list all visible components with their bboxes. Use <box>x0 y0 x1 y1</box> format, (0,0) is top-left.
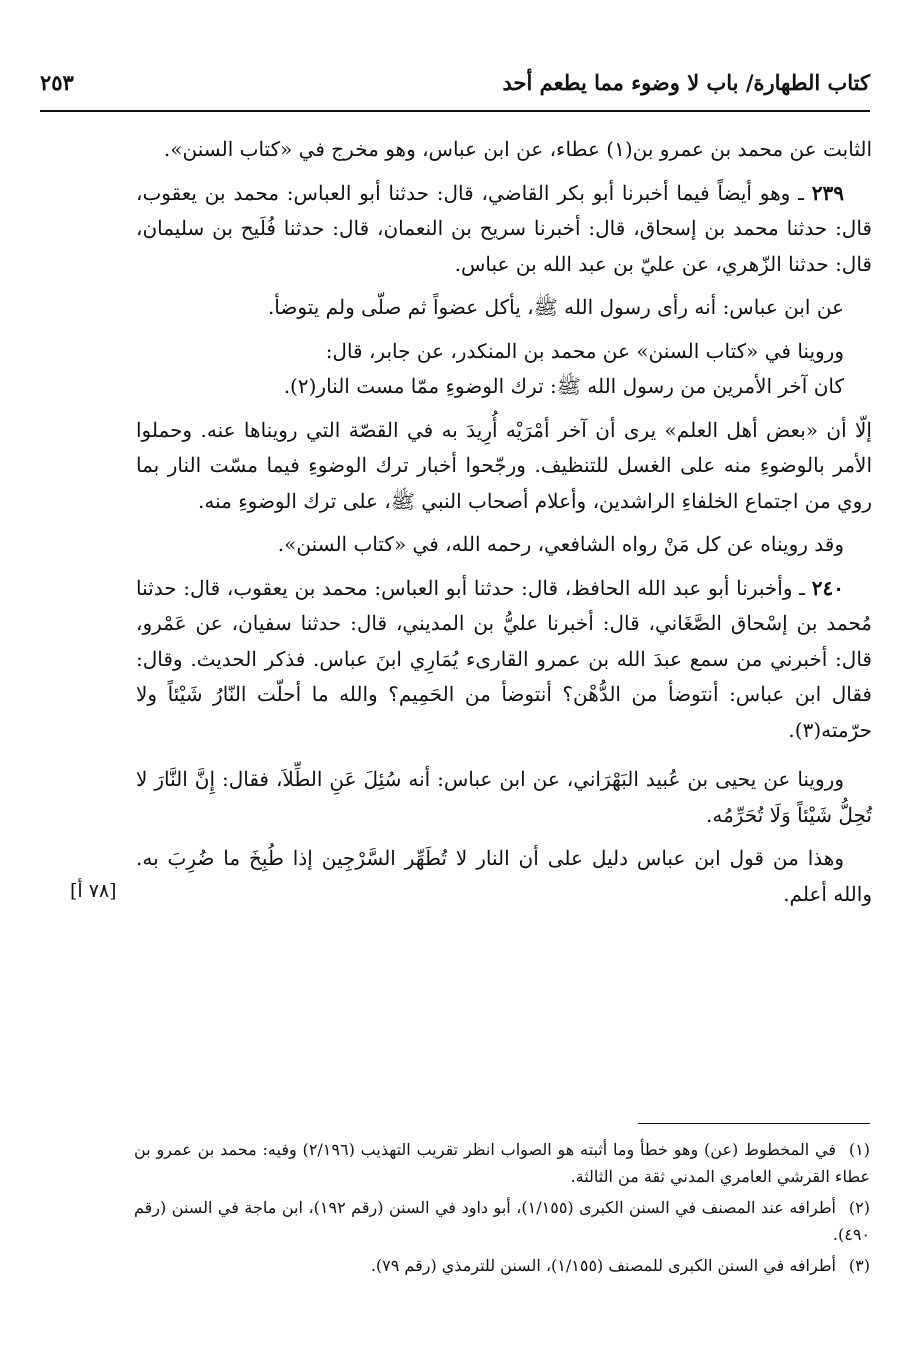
header-title: كتاب الطهارة/ باب لا وضوء مما يطعم أحد <box>502 70 870 95</box>
footnote-number: (٣) <box>848 1256 870 1275</box>
footnote-divider <box>638 1123 870 1124</box>
footnote-number: (١) <box>848 1140 871 1159</box>
footnotes <box>134 1136 870 1283</box>
paragraph-1: الثابت عن محمد بن عمرو بن(١) عطاء، عن ابن عباس، وهو مخرج في «كتاب السنن». <box>163 137 872 161</box>
paragraph-5: كان آخر الأمرين من رسول الله ﷺ: ترك الوضوءِ ممّا مست النار(٢). <box>283 374 844 398</box>
footnote-text: في المخطوط (عن) وهو خطأ وما أثبته هو الصواب انظر تقريب التهذيب (٢/١٩٦) وفيه: محمد بن عمرو بن عطاء القرشي العامري المدني ثقة من الثالثة. <box>134 1140 870 1186</box>
footnote-number: (٢) <box>848 1198 870 1217</box>
hadith-239 <box>136 176 872 283</box>
footnote-1 <box>134 1136 870 1190</box>
paragraph-4: وروينا في «كتاب السنن» عن محمد بن المنكدر، عن جابر، قال: <box>325 338 844 363</box>
running-header <box>40 70 870 112</box>
hadith-text: ـ وهو أيضاً فيما أخبرنا أبو بكر القاضي، قال: حدثنا أبو العباس: محمد بن يعقوب، قال: حدثنا محمد بن إسحاق، قال: أخبرنا سريح بن النعمان، قال: حدثنا فُلَيح بن سليمان، قال: حدثنا الزّهري، عن عليّ بن عبد الله بن عباس. <box>136 180 872 276</box>
paragraph-7: وقد رويناه عن كل مَنْ رواه الشافعي، رحمه الله، في «كتاب السنن». <box>277 532 844 556</box>
footnote-2 <box>134 1194 870 1248</box>
footnote-text: أطرافه عند المصنف في السنن الكبرى (١/١٥٥)، أبو داود في السنن (رقم ١٩٢)، ابن ماجة في السنن (رقم ٤٩٠). <box>134 1198 870 1244</box>
hadith-number: ٢٤٠ <box>811 575 844 600</box>
paragraph-10: وهذا من قول ابن عباس دليل على أن النار لا تُطَهِّر السَّرْجِين إذا طُبِخَ ما ضُرِبَ به. والله أعلم. <box>136 846 872 906</box>
footnote-text: أطرافه في السنن الكبرى للمصنف (١/١٥٥)، السنن للترمذي (رقم ٧٩). <box>370 1256 836 1275</box>
paragraph-3: عن ابن عباس: أنه رأى رسول الله ﷺ، يأكل عضواً ثم صلّى ولم يتوضأ. <box>267 295 844 319</box>
manuscript-folio-marker: [٧٨ أ] <box>70 880 117 902</box>
hadith-number: ٢٣٩ <box>811 180 844 205</box>
hadith-text: ـ وأخبرنا أبو عبد الله الحافظ، قال: حدثنا أبو العباس: محمد بن يعقوب، قال: حدثنا مُحمد بن إسْحاق الصَّغَاني، قال: أخبرنا عليُّ بن المديني، قال: حدثنا سفيان، عن عَمْرو، قال: أخبرني من سمع عبدَ الله بن عمرو القارىء يُمَارِي ابنَ عباس. فذكر الحديث. وقال: فقال ابن عباس: أنتوضأ من الدُّهْن؟ أنتوضأ من الحَمِيم؟ والله ما أحلّت النّارُ شَيْئاً ولا حرّمته(٣). <box>136 575 872 742</box>
footnote-3 <box>134 1252 870 1279</box>
paragraph-6: إلّا أن «بعض أهل العلم» يرى أن آخر أمْرَيْه أُرِيدَ به في القصّة التي رويناها عنه. وحملوا الأمر بالوضوءِ منه على الغسل للتنظيف. ورجّحوا أخبار ترك الوضوءِ فيما مسّت النار بما روي من اجتماع الخلفاءِ الراشدين، وأعلام أصحاب النبي ﷺ، على ترك الوضوءِ منه. <box>136 417 872 513</box>
paragraph-9: وروينا عن يحيى بن عُبيد البَهْرَاني، عن ابن عباس: أنه سُئِلَ عَنِ الطِّلاَ، فقال: إِنَّ النَّارَ لا تُحِلُّ شَيْئاً وَلَا تُحَرِّمُه. <box>136 767 872 827</box>
main-text <box>136 132 872 912</box>
hadith-240 <box>136 571 872 749</box>
page-number: ٢٥٣ <box>40 70 74 95</box>
